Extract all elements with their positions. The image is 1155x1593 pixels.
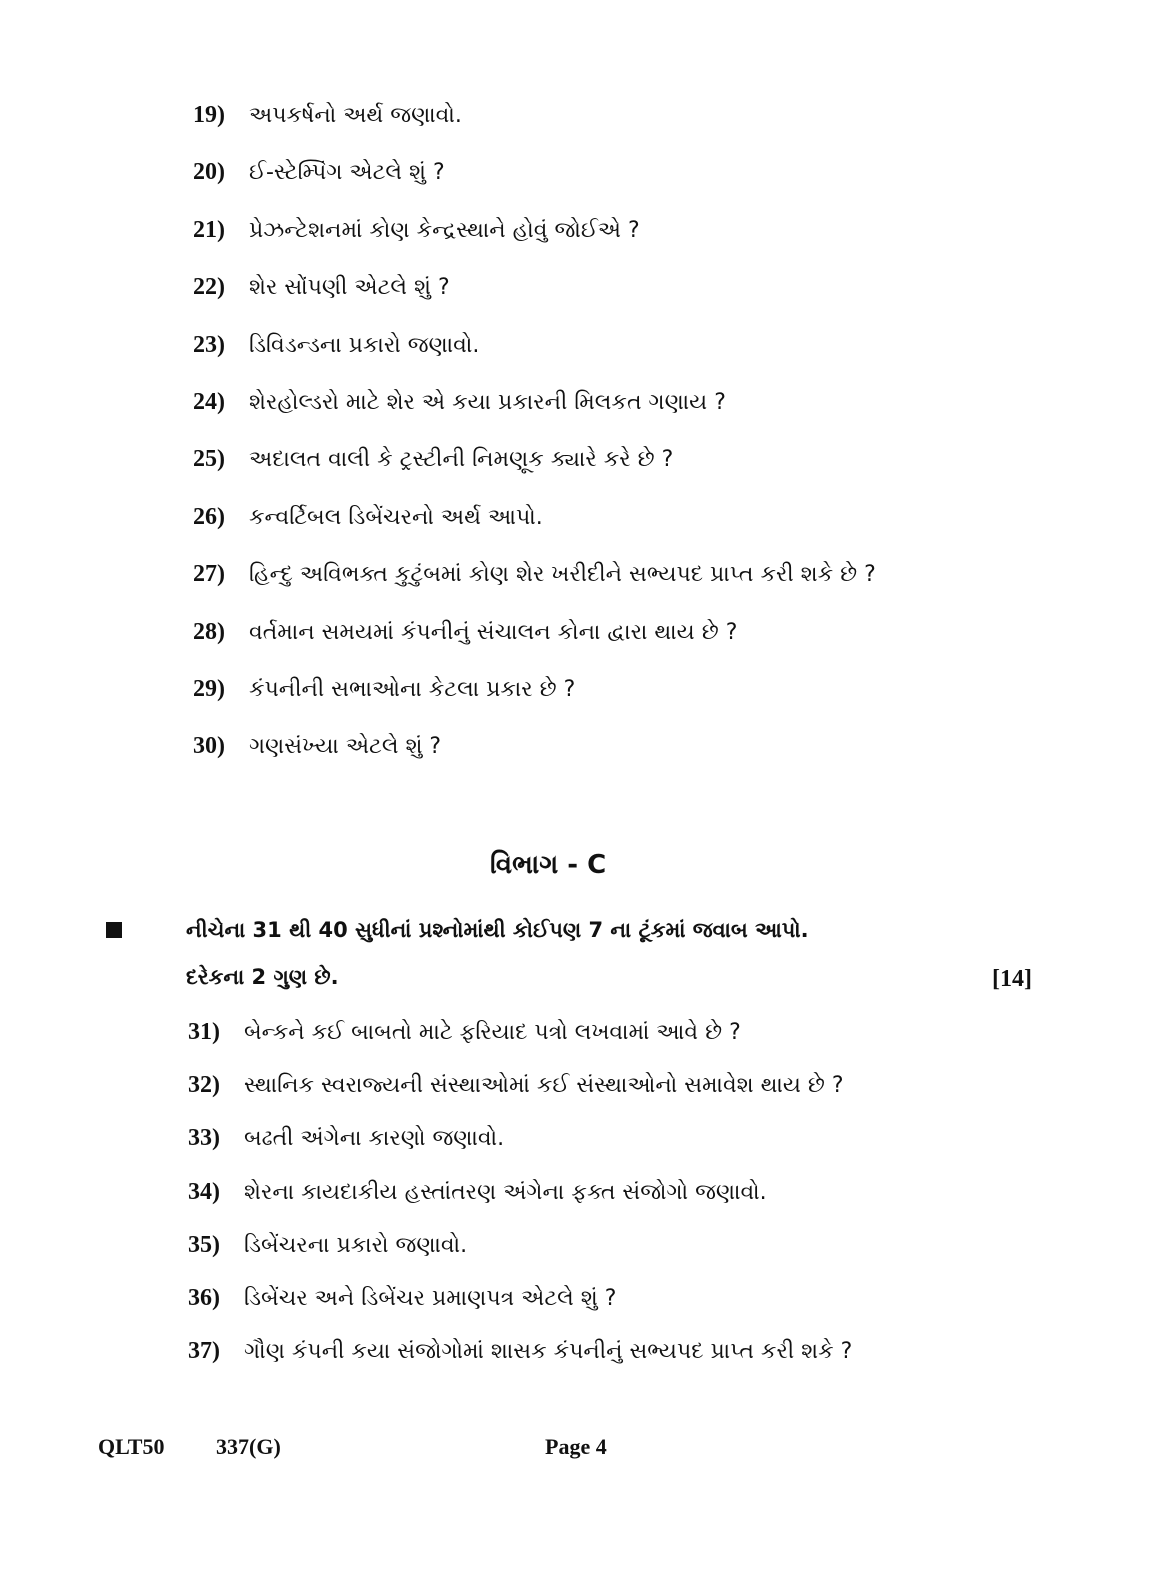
question-number: 22): [193, 274, 225, 301]
question-text: શેરના કાયદાકીય હસ્તાંતરણ અંગેના ફક્ત સંજોગો જણાવો.: [244, 1179, 767, 1205]
question-item: [193, 387, 726, 418]
question-text: શેર સોંપણી એટલે શું ?: [249, 275, 450, 301]
question-item: [188, 1123, 504, 1154]
question-number: 29): [193, 676, 225, 702]
question-number: 24): [193, 389, 225, 415]
question-number: 20): [193, 159, 225, 186]
question-number: 31): [188, 1019, 220, 1045]
question-text: ડિવિડન્ડના પ્રકારો જણાવો.: [249, 332, 480, 358]
section-c-total-marks: [14]: [992, 966, 1032, 992]
question-text: ગણસંખ્યા એટલે શું ?: [249, 734, 442, 760]
question-number: 30): [193, 733, 225, 760]
question-number: 35): [188, 1231, 220, 1258]
section-c-marks-note: દરેકના 2 ગુણ છે.: [186, 965, 339, 989]
question-item: [193, 444, 673, 475]
question-text: ઈ-સ્ટેમ્પિંગ એટલે શું ?: [249, 160, 445, 186]
question-text: શેરહોલ્ડરો માટે શેર એ કયા પ્રકારની મિલકત ગણાય ?: [249, 390, 726, 415]
question-text: ડિબેંચર અને ડિબેંચર પ્રમાણપત્ર એટલે શું ?: [244, 1286, 617, 1311]
question-item: [193, 330, 479, 361]
question-item: [193, 731, 441, 762]
question-text: કન્વર્ટિબલ ડિબેંચરનો અર્થ આપો.: [249, 504, 543, 530]
question-item: [188, 1070, 844, 1101]
footer-paper-code: 337(G): [216, 1434, 281, 1459]
footer-code: QLT50: [98, 1434, 165, 1459]
question-text: કંપનીની સભાઓના કેટલા પ્રકાર છે ?: [249, 677, 576, 702]
question-item: [188, 1336, 852, 1367]
question-number: 26): [193, 503, 225, 530]
question-text: બેન્કને કઈ બાબતો માટે ફરિયાદ પત્રો લખવામાં આવે છે ?: [244, 1020, 741, 1045]
question-item: [193, 674, 575, 705]
question-text: ડિબેંચરના પ્રકારો જણાવો.: [244, 1232, 468, 1258]
question-number: 37): [188, 1338, 220, 1365]
question-number: 21): [193, 216, 225, 243]
question-text: હિન્દુ અવિભક્ત કુટુંબમાં કોણ શેર ખરીદીને સભ્યપદ પ્રાપ્ત કરી શકે છે ?: [249, 562, 876, 588]
section-c-instruction: નીચેના 31 થી 40 સુધીનાં પ્રશ્નોમાંથી કોઈપણ 7 ના ટૂંકમાં જવાબ આપો.: [186, 918, 809, 942]
question-text: અપકર્ષનો અર્થ જણાવો.: [249, 103, 462, 128]
footer-page-number: Page 4: [545, 1434, 607, 1459]
question-item: [193, 502, 543, 533]
question-item: [193, 100, 462, 131]
question-item: [193, 272, 450, 303]
question-item: [188, 1017, 741, 1048]
question-number: 33): [188, 1125, 220, 1152]
question-text: વર્તમાન સમયમાં કંપનીનું સંચાલન કોના દ્વારા થાય છે ?: [249, 619, 738, 645]
question-number: 27): [193, 561, 225, 588]
question-item: [188, 1283, 616, 1314]
question-text: બઢતી અંગેના કારણો જણાવો.: [244, 1126, 505, 1152]
question-text: પ્રેઝન્ટેશનમાં કોણ કેન્દ્રસ્થાને હોવું જોઈએ ?: [249, 217, 640, 243]
bullet-square-icon: [106, 922, 122, 938]
question-item: [193, 215, 640, 246]
question-number: 23): [193, 331, 225, 358]
section-c-title: વિભાગ - C: [490, 850, 607, 880]
question-item: [193, 157, 445, 188]
question-number: 36): [188, 1285, 220, 1311]
question-item: [188, 1230, 467, 1261]
question-number: 19): [193, 102, 225, 128]
question-number: 25): [193, 446, 225, 473]
question-number: 28): [193, 618, 225, 645]
question-item: [193, 617, 737, 648]
question-text: ગૌણ કંપની કયા સંજોગોમાં શાસક કંપનીનું સભ્યપદ પ્રાપ્ત કરી શકે ?: [244, 1339, 853, 1365]
question-number: 32): [188, 1072, 220, 1099]
question-text: અદાલત વાલી કે ટ્રસ્ટીની નિમણૂક ક્યારે કરે છે ?: [249, 447, 674, 473]
question-text: સ્થાનિક સ્વરાજ્યની સંસ્થાઓમાં કઈ સંસ્થાઓનો સમાવેશ થાય છે ?: [244, 1073, 844, 1099]
question-item: [188, 1177, 767, 1208]
question-item: [193, 559, 876, 590]
question-number: 34): [188, 1178, 220, 1205]
